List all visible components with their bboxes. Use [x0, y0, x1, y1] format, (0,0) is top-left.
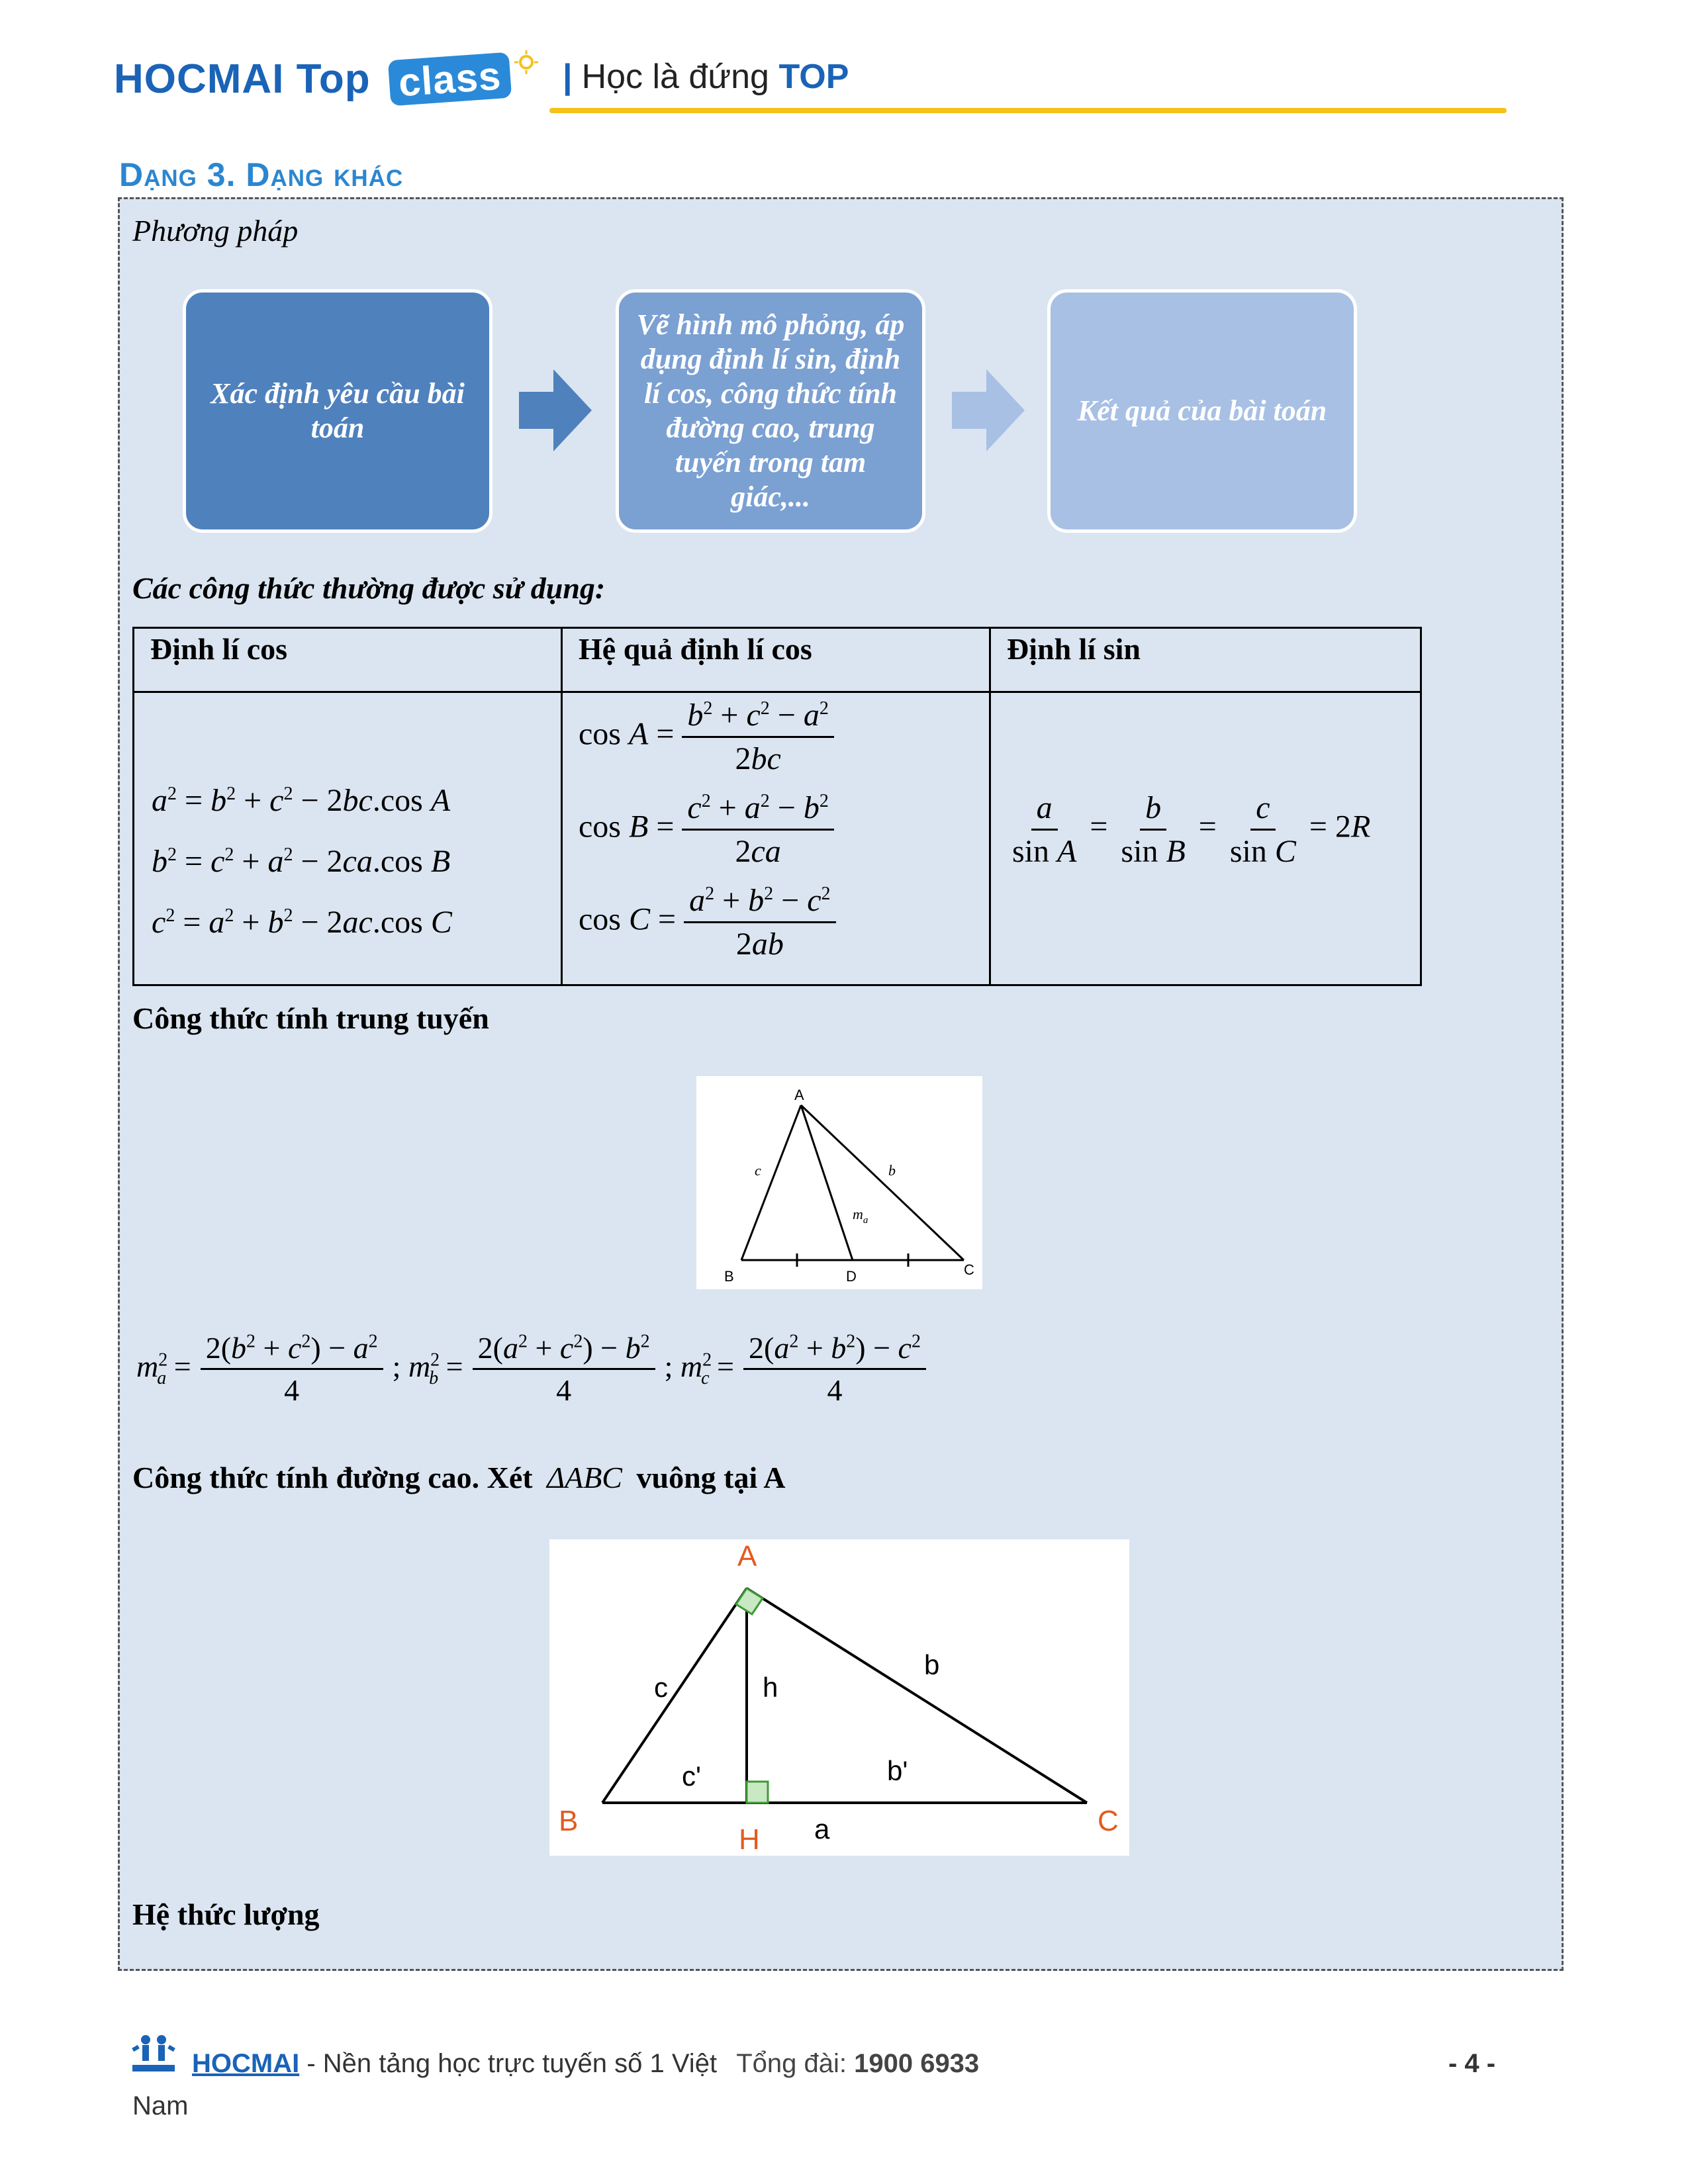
- brand-class-badge: class: [388, 52, 512, 107]
- cos-law-formulas: $a^2 = b^2 + c^2 - 2bc.\cos$ A $b^2 = c^2 + a^2 - 2ca.\cos$ B $c^2 = a^2 + b^2 - 2ac.\cos$ C: [152, 783, 452, 940]
- altitude-figure: [549, 1539, 1129, 1856]
- label-side-c: c: [755, 1162, 761, 1179]
- vertex-h: H: [739, 1823, 760, 1856]
- right-angle-marker-h: [747, 1782, 768, 1803]
- flow-step-2: Vẽ hình mô phỏng, áp dụng định lí sin, định lí cos, công thức tính đường cao, trung tuyến trong tam giác,...: [616, 289, 925, 533]
- side-h: h: [763, 1672, 778, 1703]
- method-label: Phương pháp: [132, 214, 299, 248]
- hotline-number: 1900 6933: [854, 2049, 980, 2078]
- header-divider: [549, 108, 1507, 113]
- cos-corollary-formulas: cos A = $\frac{b^2 + c^2 - a^2}{2bc}$ cos B = $\frac{c^2 + a^2 - b^2}{2ca}$ cos C = $\frac{a^2 + b^2 - c^2}{2ab}$: [579, 697, 836, 975]
- median-heading: Công thức tính trung tuyến: [132, 1001, 489, 1035]
- median-formulas: $m^2_a$ = $\frac{2(b^2 + c^2) - a^2}{4}$ ; $m^2_b$ = $\frac{2(a^2 + c^2) - b^2}{4}$ ; $m^2_c$ = $\frac{2(a^2 + b^2) - c^2}{4}$: [136, 1330, 926, 1408]
- cos-corollary-cell: [562, 692, 990, 985]
- right-triangle-diagram: [549, 1539, 1129, 1856]
- page-number: - 4 -: [1448, 2049, 1496, 2078]
- median-figure: [696, 1076, 982, 1289]
- footer-text: HOCMAI - Nền tảng học trực tuyến số 1 Việt Tổng đài: 1900 6933: [192, 2049, 980, 2078]
- label-side-b: b: [888, 1162, 896, 1179]
- label-b: B: [724, 1268, 734, 1285]
- side-b: b: [924, 1649, 940, 1680]
- table-header-cos-corollary: Hệ quả định lí cos: [562, 628, 990, 692]
- flow-step-3: Kết quả của bài toán: [1047, 289, 1357, 533]
- right-angle-marker-a: [736, 1588, 763, 1614]
- formulas-heading: Các công thức thường được sử dụng:: [132, 571, 606, 605]
- section-title: Dạng 3. Dạng khác: [119, 156, 404, 193]
- table-header-sin: Định lí sin: [990, 628, 1421, 692]
- vertex-a: A: [737, 1540, 757, 1572]
- footer-brand-link[interactable]: HOCMAI: [192, 2049, 300, 2078]
- vertex-c: C: [1098, 1805, 1119, 1837]
- side-a: a: [814, 1813, 830, 1844]
- side-c: c: [654, 1672, 668, 1703]
- brand-logo: [114, 53, 510, 105]
- arrow-right-icon: [519, 369, 592, 451]
- segment-c-prime: c': [682, 1760, 702, 1792]
- formula-table: [132, 627, 1422, 986]
- median-triangle-diagram: [696, 1076, 982, 1289]
- triangle-notation: ΔABC: [547, 1461, 622, 1494]
- arrow-right-icon: [952, 369, 1025, 451]
- sun-icon: [513, 49, 539, 75]
- tagline: | Học là đứng TOP: [563, 58, 849, 96]
- label-c: C: [964, 1261, 974, 1278]
- label-median: $m_a$: [853, 1206, 868, 1226]
- flow-step-1: Xác định yêu cầu bài toán: [183, 289, 492, 533]
- sin-law-cell: [990, 692, 1421, 985]
- label-a: A: [794, 1087, 804, 1103]
- brand-top: Top: [296, 56, 371, 102]
- table-header-cos: Định lí cos: [134, 628, 562, 692]
- segment-b-prime: b': [887, 1755, 908, 1786]
- vertex-b: B: [559, 1805, 579, 1837]
- footer-text-continued: Nam: [132, 2091, 189, 2120]
- label-d: D: [846, 1268, 857, 1285]
- cos-law-cell: [134, 692, 562, 985]
- sin-law-formula: $\frac{a}{\text{sin A}}$ = $\frac{b}{\text{sin B}}$ = $\frac{c}{\text{sin C}}$ = 2R: [1012, 790, 1371, 869]
- relations-heading: Hệ thức lượng: [132, 1897, 320, 1931]
- hocmai-footer-logo-icon: [130, 2033, 177, 2075]
- brand-name: HOCMAI: [114, 56, 285, 102]
- altitude-heading: Công thức tính đường cao. Xét ΔABC vuông tại A: [132, 1461, 786, 1494]
